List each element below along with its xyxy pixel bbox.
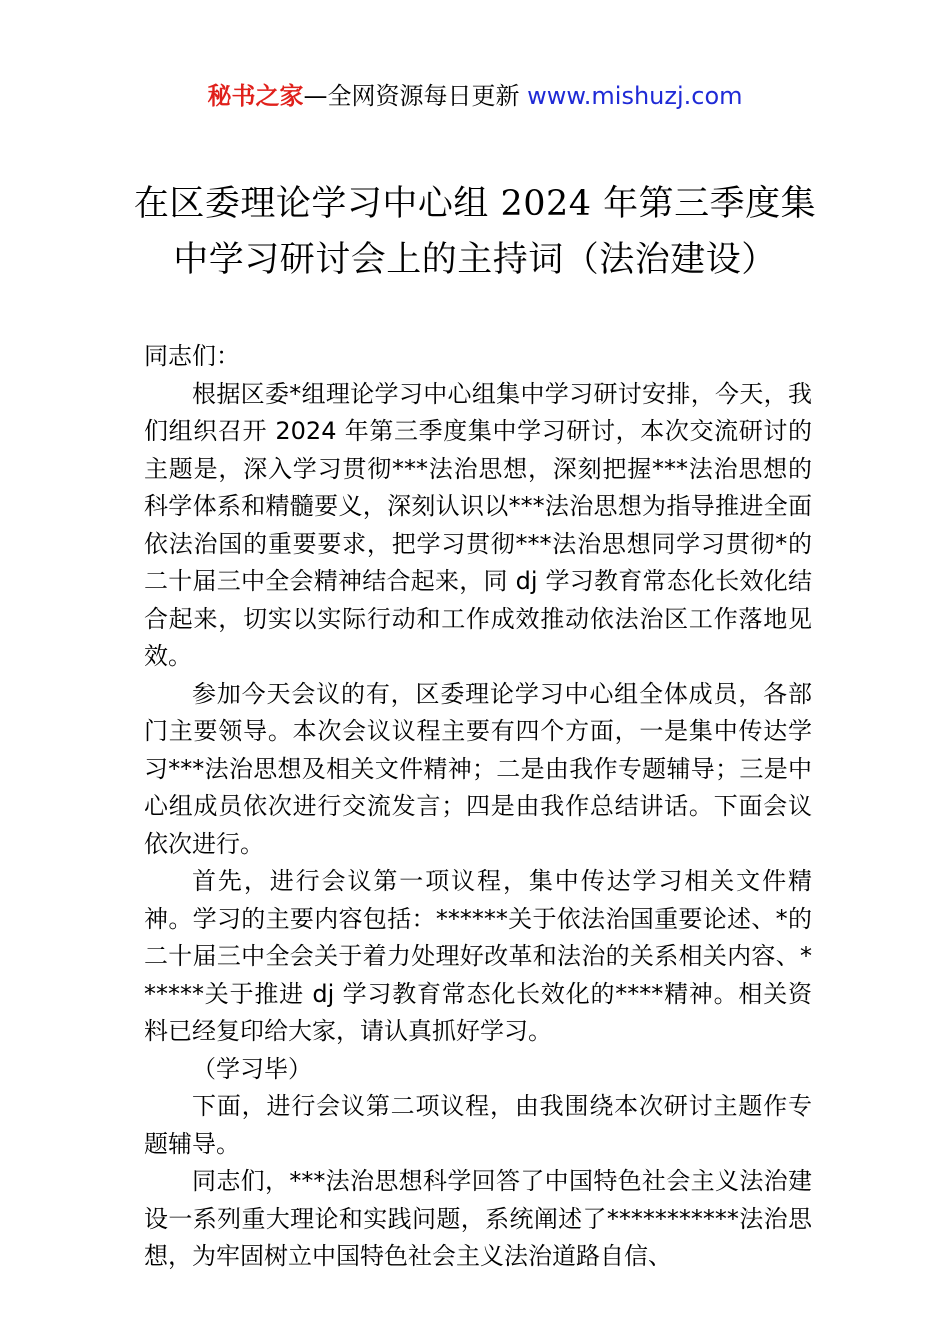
paragraph: 根据区委*组理论学习中心组集中学习研讨安排，今天，我们组织召开 2024 年第三季度集中学习研讨，本次交流研讨的主题是，深入学习贯彻***法治思想，深刻把握***法治思想的科学体系和精髓要义，深刻认识以***法治思想为指导推进全面依法治国的重要要求，把学习贯彻***法治思想同学习贯彻*的二十届三中全会精神结合起来，同 dj 学习教育常态化长效化结合起来，切实以实际行动和工作成效推动依法治区工作落地见效。 (144, 379, 812, 670)
paragraph: （学习毕） (192, 1054, 312, 1083)
salutation: 同志们： (144, 342, 240, 370)
brand-name: 秘书之家 (207, 82, 304, 110)
site-link[interactable]: www.mishuzj.com (527, 82, 743, 110)
paragraph: 同志们，***法治思想科学回答了中国特色社会主义法治建设一系列重大理论和实践问题，系统阐述了***********法治思想，为牢固树立中国特色社会主义法治道路自信、 (144, 1167, 812, 1270)
paragraph: 首先，进行会议第一项议程，集中传达学习相关文件精神。学习的主要内容包括：******关于依法治国重要论述、*的二十届三中全会关于着力处理好改革和法治的关系相关内容、******关于推进 dj 学习教育常态化长效化的****精神。相关资料已经复印给大家，请认真抓好学习。 (144, 867, 812, 1045)
document-title (90, 176, 860, 288)
site-header (0, 80, 950, 112)
paragraph: 参加今天会议的有，区委理论学习中心组全体成员，各部门主要领导。本次会议议程主要有四个方面，一是集中传达学习***法治思想及相关文件精神；二是由我作专题辅导；三是中心组成员依次进行交流发言；四是由我作总结讲话。下面会议依次进行。 (144, 679, 812, 858)
header-slogan: —全网资源每日更新 (303, 82, 528, 110)
title-line-1: 在区委理论学习中心组 2024 年第三季度集 (133, 184, 817, 224)
title-line-2: 中学习研讨会上的主持词（法治建设） (173, 240, 777, 280)
paragraph: 下面，进行会议第二项议程，由我围绕本次研讨主题作专题辅导。 (144, 1092, 812, 1158)
document-body (144, 338, 812, 1276)
